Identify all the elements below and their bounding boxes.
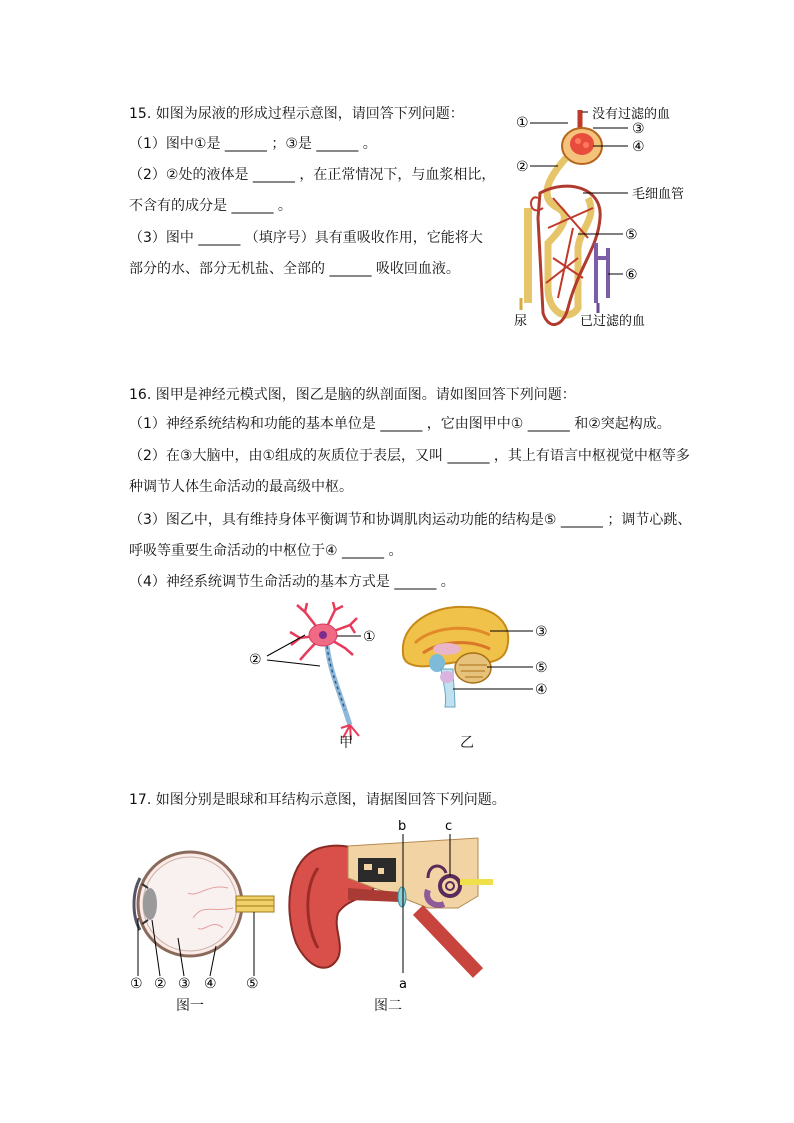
ear-caption: 图二 <box>374 998 402 1014</box>
q17-title: 17. 如图分别是眼球和耳结构示意图，请据图回答下列问题。 <box>129 792 506 808</box>
nephron-figure <box>508 98 708 348</box>
brain-figure <box>395 603 555 713</box>
brain-caption: 乙 <box>460 735 474 751</box>
eye-label-3: ③ <box>178 976 191 992</box>
nephron-label-5: ⑤ <box>625 227 638 243</box>
q16-line-6: （4）神经系统调节生命活动的基本方式是 ______ 。 <box>129 574 455 590</box>
ear-label-c: c <box>445 819 453 834</box>
brain-label-3: ③ <box>535 624 548 640</box>
eye-caption: 图一 <box>176 998 204 1014</box>
eye-figure <box>128 848 278 993</box>
ear-figure <box>278 818 498 993</box>
nephron-text-unfiltered: 没有过滤的血 <box>592 107 671 122</box>
q16-title: 16. 图甲是神经元模式图，图乙是脑的纵剖面图。请如图回答下列问题： <box>129 387 576 403</box>
q15-line-1: （1）图中①是 ______ ；③是 ______ 。 <box>129 136 377 152</box>
nephron-label-2: ② <box>516 159 529 175</box>
nephron-text-filtered: 已过滤的血 <box>580 314 646 329</box>
ear-label-a: a <box>399 977 407 992</box>
q16-line-5: 呼吸等重要生命活动的中枢位于④ ______ 。 <box>129 543 403 559</box>
eye-label-5: ⑤ <box>246 976 259 992</box>
nephron-text-capillary: 毛细血管 <box>632 187 685 202</box>
nephron-text-urine: 尿 <box>514 314 528 329</box>
q15-line-3: 不含有的成分是 ______ 。 <box>129 198 292 214</box>
neuron-label-2: ② <box>249 652 262 668</box>
eye-label-4: ④ <box>204 976 217 992</box>
nephron-label-6: ⑥ <box>625 267 638 283</box>
nephron-label-3: ③ <box>632 121 645 137</box>
brain-label-4: ④ <box>535 682 548 698</box>
q16-line-3: 种调节人体生命活动的最高级中枢。 <box>129 479 353 495</box>
ear-label-b: b <box>398 819 407 834</box>
neuron-figure <box>245 600 390 750</box>
nephron-label-1: ① <box>516 115 529 131</box>
q15-title: 15. 如图为尿液的形成过程示意图，请回答下列问题： <box>129 106 464 122</box>
brain-label-5: ⑤ <box>535 660 548 676</box>
q15-line-5: 部分的水、部分无机盐、全部的 ______ 吸收回血液。 <box>129 261 460 277</box>
eye-label-1: ① <box>130 976 143 992</box>
nephron-label-4: ④ <box>632 139 645 155</box>
neuron-caption: 甲 <box>339 735 353 751</box>
q16-line-2: （2）在③大脑中，由①组成的灰质位于表层，又叫 ______ ，其上有语言中枢视觉中枢等多 <box>129 448 690 464</box>
q16-line-1: （1）神经系统结构和功能的基本单位是 ______ ，它由图甲中① ______ 和②突起构成。 <box>129 416 671 432</box>
q15-line-4: （3）图中 ______ （填序号）具有重吸收作用，它能将大 <box>129 230 483 246</box>
q15-line-2: （2）②处的液体是 ______ ，在正常情况下，与血浆相比， <box>129 167 496 183</box>
eye-label-2: ② <box>154 976 167 992</box>
neuron-label-1: ① <box>363 629 376 645</box>
q16-line-4: （3）图乙中，具有维持身体平衡调节和协调肌肉运动功能的结构是⑤ ______ ；调节心跳、 <box>129 512 692 528</box>
